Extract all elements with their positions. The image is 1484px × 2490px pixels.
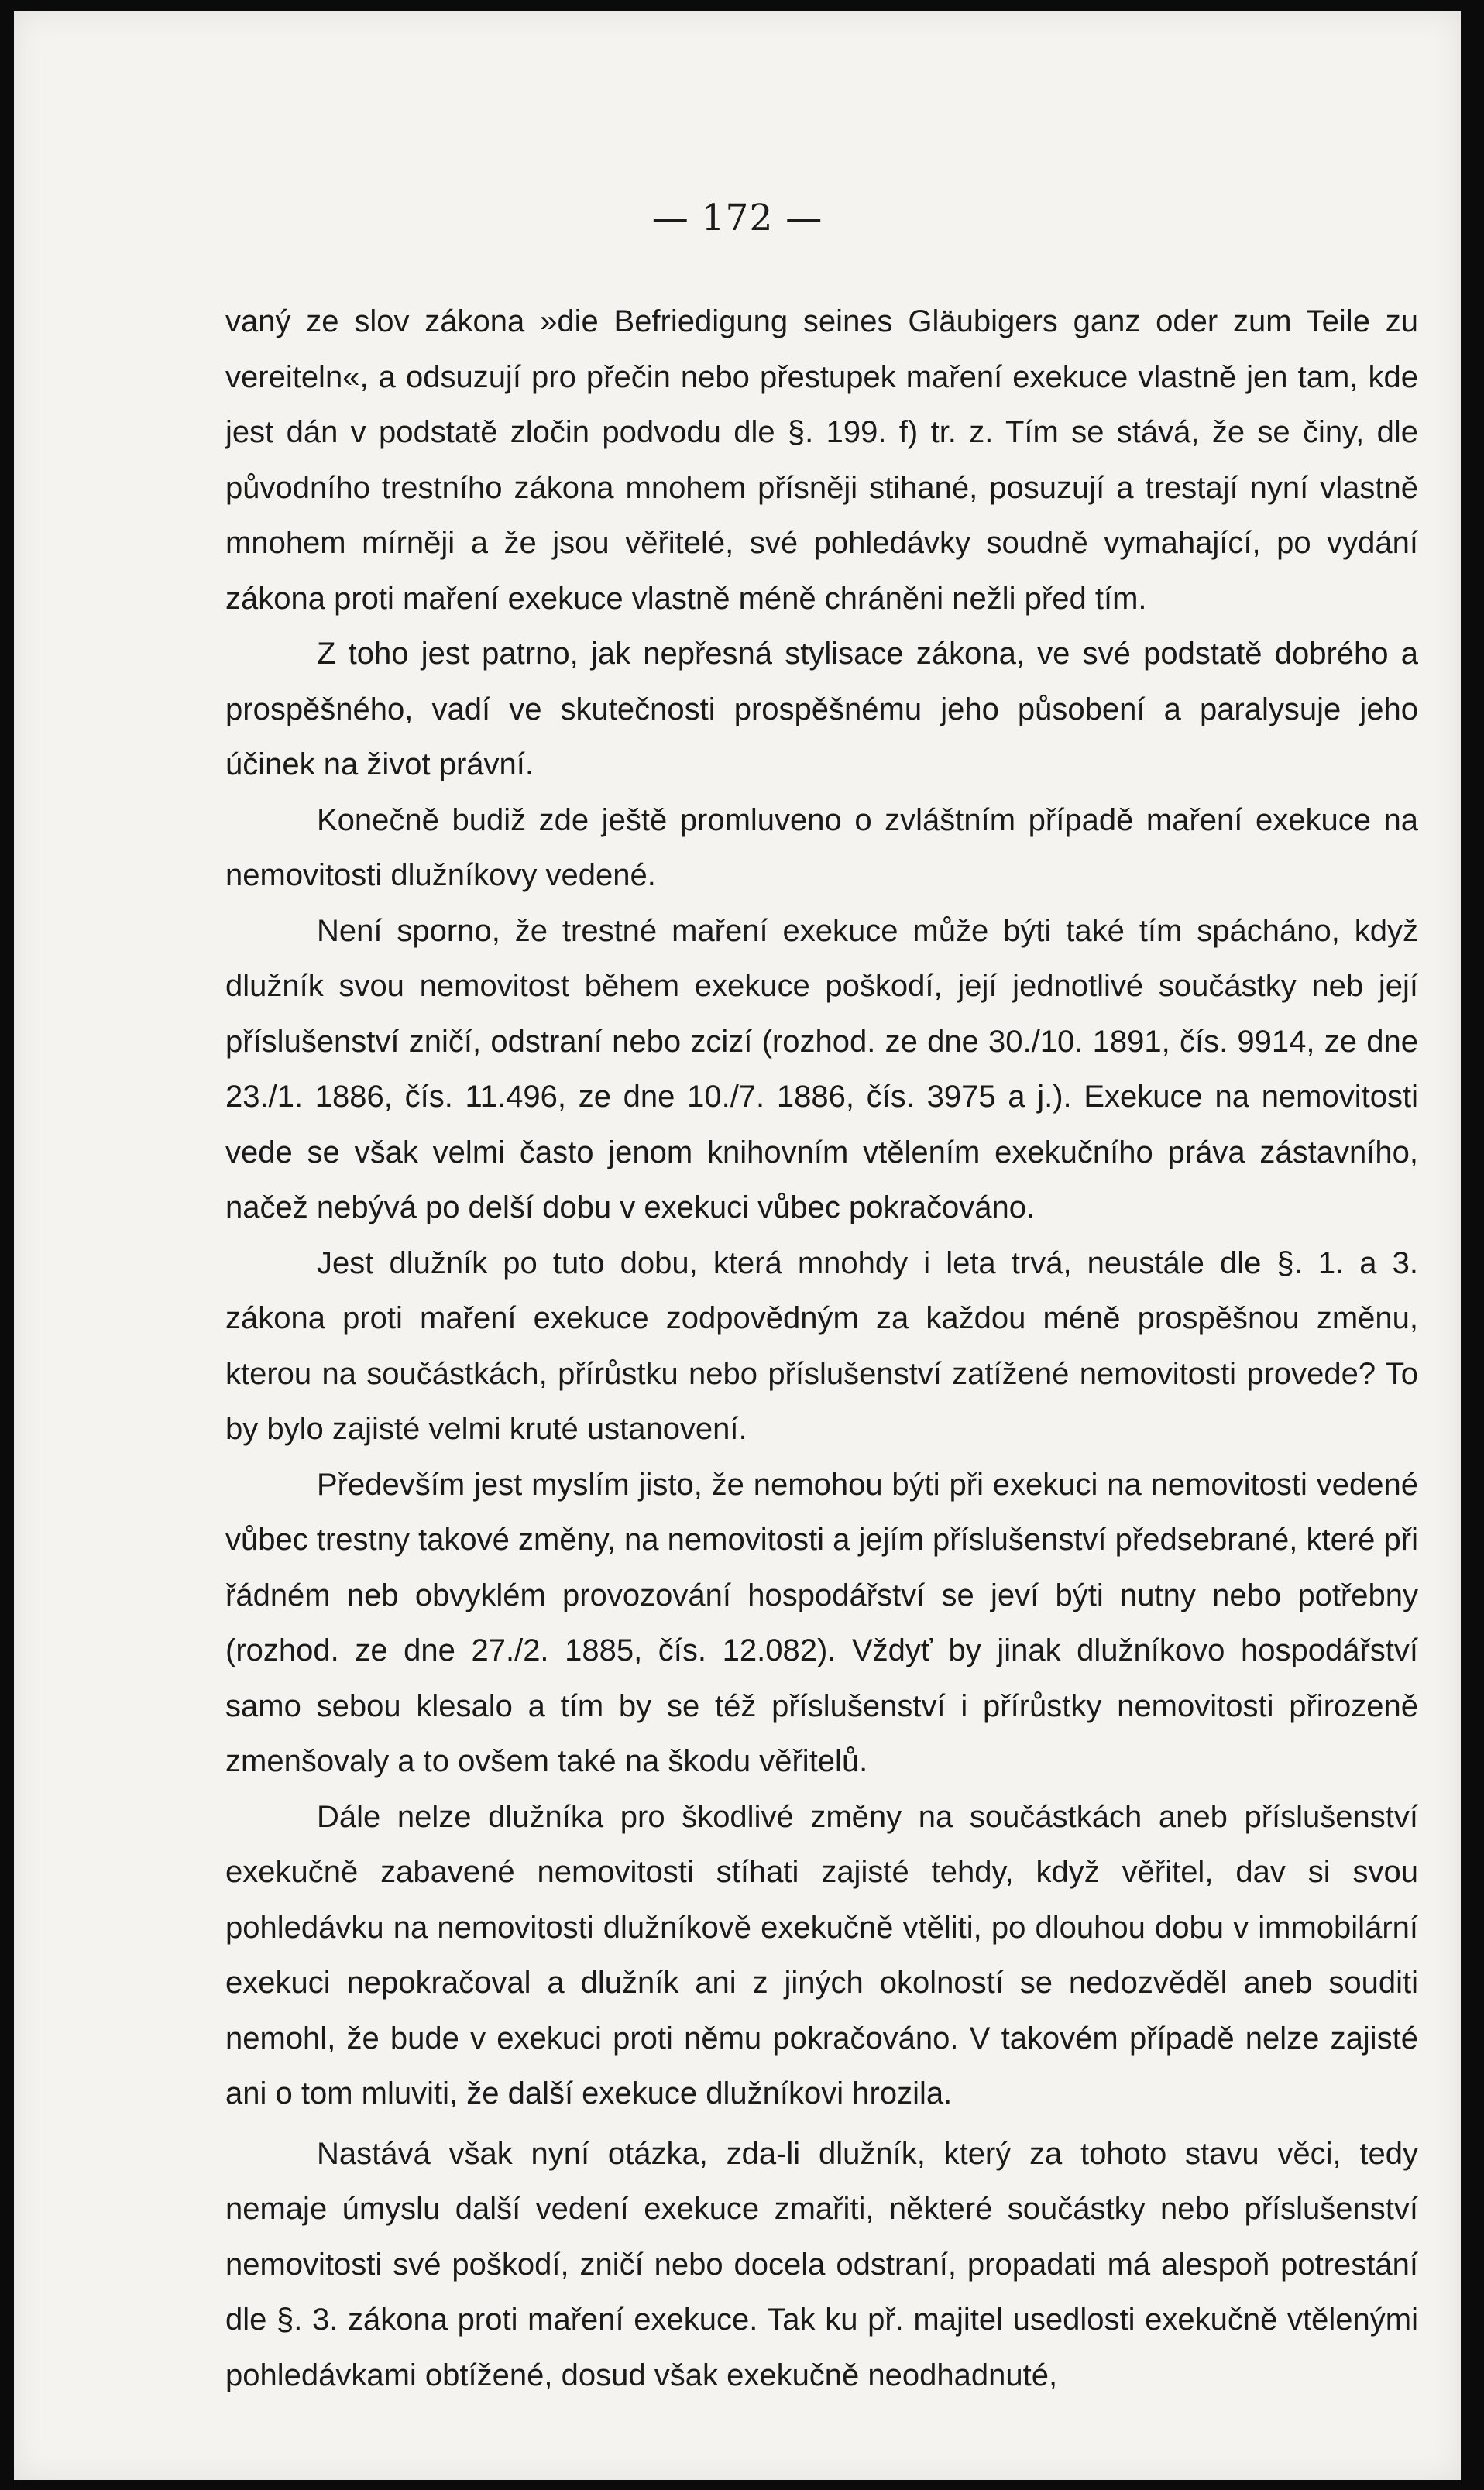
page-number: — 172 — [651,197,823,239]
paragraph: Nastává však nyní otázka, zda-li dlužník, který za tohoto stavu věci, tedy nemaje úmyslu další vedení exekuce zmařiti, některé součástky nebo příslušenství nemovitosti své poškodí, zničí nebo docela odstraní, propadati má alespoň potrestání dle §. 3. zákona proti maření exekuce. Tak ku př. majitel usedlosti exekučně vtělenými pohledávkami obtížené, dosud však exekučně neodhadnuté, [225,2136,1418,2392]
paragraph: Konečně budiž zde ještě promluveno o zvláštním případě maření exekuce na nemovitosti dlužníkovy vedené. [225,802,1418,892]
paragraph: Jest dlužník po tuto dobu, která mnohdy i leta trvá, neustále dle §. 1. a 3. zákona proti maření exekuce zodpovědným za každou méně prospěšnou změnu, kterou na součástkách, přírůstku nebo příslušenství zatížené nemovitosti provede? To by bylo zajisté velmi kruté ustanovení. [225,1245,1418,1446]
paragraph: Dále nelze dlužníka pro škodlivé změny na součástkách aneb příslušenství exekučně zabavené nemovitosti stíhati zajisté tehdy, když věřitel, dav si svou pohledávku na nemovitosti dlužníkově exekučně vtěliti, po dlouhou dobu v immobilární exekuci nepokračoval a dlužník ani z jiných okolností se nedozvěděl aneb souditi nemohl, že bude v exekuci proti němu pokračováno. V takovém případě nelze zajisté ani o tom mluviti, že další exekuce dlužníkovi hrozila. [225,1799,1418,2110]
paragraph: Především jest myslím jisto, že nemohou býti při exekuci na nemovitosti vedené vůbec trestny takové změny, na nemovitosti a jejím příslušenství předsebrané, které při řádném neb obvyklém provozování hospodářství se jeví býti nutny nebo potřebny (rozhod. ze dne 27./2. 1885, čís. 12.082). Vždyť by jinak dlužníkovo hospodářství samo sebou klesalo a tím by se též příslušenství i přírůstky nemovitosti přirozeně zmenšovaly a to ovšem také na škodu věřitelů. [225,1467,1418,1778]
paragraph: Není sporno, že trestné maření exekuce může býti také tím spácháno, když dlužník svou nemovitost během exekuce poškodí, její jednotlivé součástky neb její příslušenství zničí, odstraní nebo zcizí (rozhod. ze dne 30./10. 1891, čís. 9914, ze dne 23./1. 1886, čís. 11.496, ze dne 10./7. 1886, čís. 3975 a j.). Exekuce na nemovitosti vede se však velmi často jenom knihovním vtělením exekučního práva zástavního, načež nebývá po delší dobu v exekuci vůbec pokračováno. [225,913,1418,1224]
book-page [14,11,1461,2480]
paragraph: Z toho jest patrno, jak nepřesná stylisace zákona, ve své podstatě dobrého a prospěšného, vadí ve skutečnosti prospěšnému jeho působení a paralysuje jeho účinek na život právní. [225,637,1418,781]
paragraph-continuation: vaný ze slov zákona »die Befriedigung seines Gläubigers ganz oder zum Teile zu vereiteln«, a odsuzují pro přečin nebo přestupek maření exekuce vlastně jen tam, kde jest dán v podstatě zločin podvodu dle §. 199. f) tr. z. Tím se stává, že se činy, dle původního trestního zákona mnohem přísněji stihané, posuzují a trestají nyní vlastně mnohem mírněji a že jsou věřitelé, své pohledávky soudně vymahající, po vydání zákona proti maření exekuce vlastně méně chráněni nežli před tím. [225,304,1418,616]
page-body [225,294,1418,2403]
